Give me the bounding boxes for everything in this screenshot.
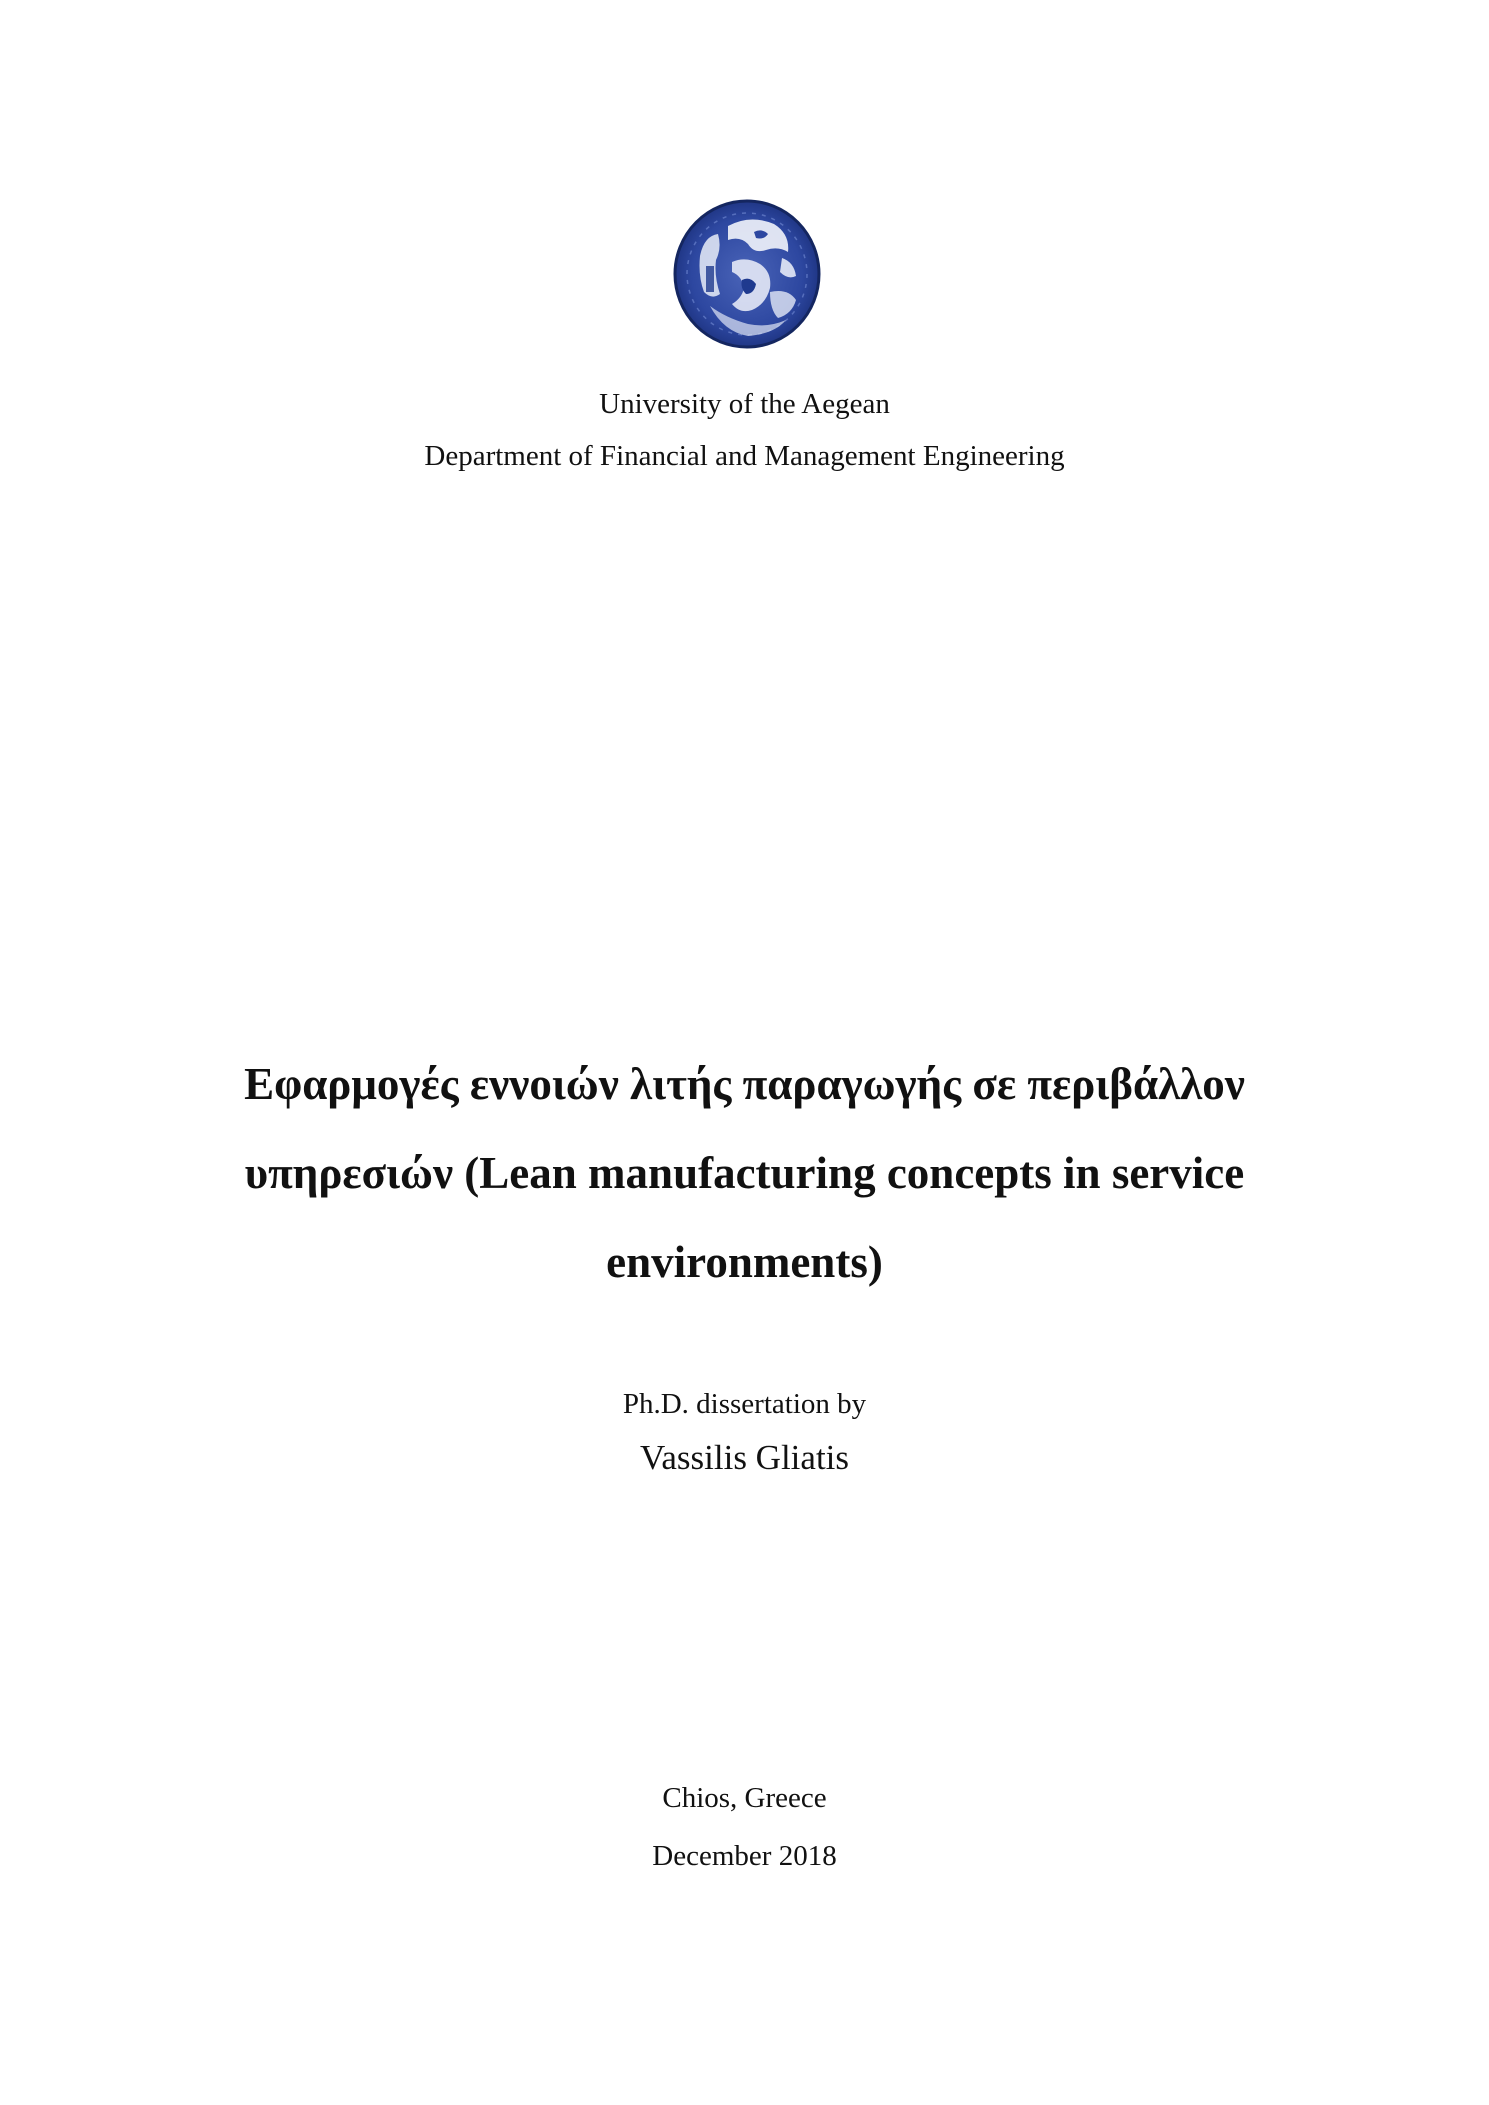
title-line-2: υπηρεσιών (Lean manufacturing concepts in service [244, 1148, 1245, 1198]
title-line-1: Εφαρμογές εννοιών λιτής παραγωγής σε περιβάλλον [244, 1059, 1245, 1109]
seal-icon [670, 196, 823, 351]
publication-date: December 2018 [652, 1840, 837, 1872]
university-seal-logo [670, 196, 823, 351]
dissertation-title [200, 1040, 1289, 1307]
department-name: Department of Financial and Management Engineering [424, 440, 1065, 472]
university-name: University of the Aegean [599, 388, 890, 420]
location: Chios, Greece [662, 1782, 827, 1814]
author-name: Vassilis Gliatis [639, 1438, 850, 1477]
title-line-3: environments) [606, 1237, 883, 1287]
dissertation-by-label: Ph.D. dissertation by [622, 1388, 867, 1420]
